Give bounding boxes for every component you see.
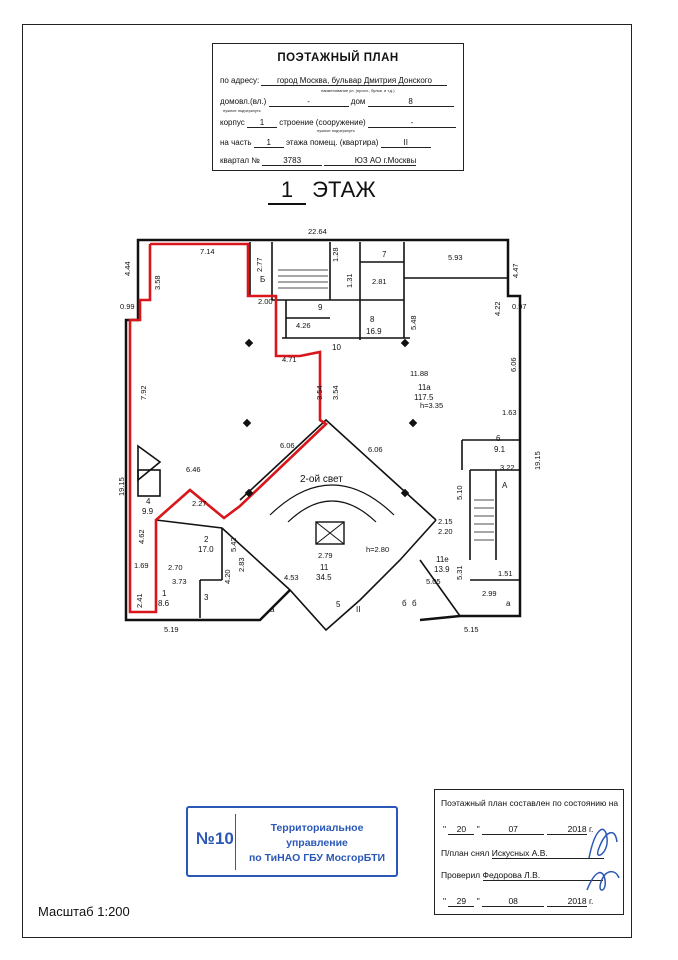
address-row: по адресу: город Москва, бульвар Дмитрия Донского (220, 76, 447, 86)
dim-label: 5.93 (448, 253, 463, 262)
room-10-label: 10 (332, 343, 341, 352)
dim-label: 3.54 (315, 385, 324, 400)
kvartal-value: 3783 (262, 156, 322, 166)
dom-value: 8 (368, 97, 454, 107)
dim-label: 1.31 (345, 273, 354, 288)
room-9-label: 9 (318, 303, 323, 312)
room-b-label: Б (260, 275, 266, 284)
dim-label: 3.22 (500, 463, 515, 472)
stroenie-hint: нужное подчеркнуть (317, 128, 355, 133)
mark-a: а (506, 599, 511, 608)
room-2-label: 2 (204, 535, 209, 544)
dim-label: h=2.80 (366, 545, 390, 554)
dim-label: 4.26 (296, 321, 311, 330)
dim-label: 3.58 (153, 275, 162, 290)
info-title: Поэтажный план составлен по состоянию на (441, 798, 619, 808)
stamp-divider (235, 814, 236, 870)
etazh-value: II (381, 138, 431, 148)
dim-label: 2.00 (258, 297, 273, 306)
dim-label: 5.19 (164, 625, 179, 634)
dim-label: 19.15 (533, 451, 542, 470)
checked-row: Проверил Федорова Л.В. (441, 870, 603, 881)
dim-label: h=3.35 (420, 401, 444, 410)
dim-label: 7.92 (139, 385, 148, 400)
room-5-label: 5 (336, 600, 341, 609)
dim-label: 6.46 (186, 465, 201, 474)
dim-label: 4.20 (223, 569, 232, 584)
floor-number: 1 (268, 177, 306, 205)
signature-icon (585, 818, 621, 896)
room-11e-area: 13.9 (434, 565, 450, 574)
dim-label: 2.83 (237, 557, 246, 572)
dim-label: 2.41 (135, 593, 144, 608)
dim-label: 2.79 (318, 551, 333, 560)
plan-title: ПОЭТАЖНЫЙ ПЛАН (277, 52, 399, 64)
dim-label: 0.99 (120, 302, 135, 311)
date2-row: " 29 " 08 2018 г. (443, 896, 594, 906)
part-value: 1 (254, 138, 284, 148)
dim-label: 6.06 (280, 441, 295, 450)
room-4-area: 9.9 (142, 507, 154, 516)
room-11a-area: 117.5 (414, 393, 434, 402)
dim-label: 6.06 (509, 357, 518, 372)
scale-label: Масштаб 1:200 (38, 904, 130, 919)
korpus-row: корпус 1 строение (сооружение) - (220, 118, 456, 128)
dim-label: 2.70 (168, 563, 183, 572)
korpus-value: 1 (247, 118, 277, 128)
dim-label: 3.54 (331, 385, 340, 400)
dim-label: 2.99 (482, 589, 497, 598)
mark-a: а (270, 605, 275, 614)
dim-label: 1.69 (134, 561, 149, 570)
room-1-area: 8.6 (158, 599, 170, 608)
part-row: на часть 1 этажа помещ. (квартира) II (220, 138, 431, 148)
dim-label: 4.53 (284, 573, 299, 582)
dim-label: 4.22 (493, 301, 502, 316)
room-11e-label: 11е (436, 555, 449, 564)
dim-label: 5.05 (426, 577, 441, 586)
dim-label: 11.88 (410, 369, 429, 378)
dim-label: 5.48 (409, 315, 418, 330)
dim-label: 1.63 (502, 408, 517, 417)
room-a-label: А (502, 481, 508, 490)
dim-label: 2.77 (255, 257, 264, 272)
taken-row: П/план снял Искусных А.В. (441, 848, 604, 859)
room-3-label: 3 (204, 593, 209, 602)
dim-label: 5.31 (455, 565, 464, 580)
dim-label: 3.73 (172, 577, 187, 586)
room-7-label: 7 (382, 250, 387, 259)
dim-label: 2.15 (438, 517, 453, 526)
room-6-label: 6 (496, 434, 501, 443)
dim-label: 1.28 (331, 247, 340, 262)
room-8-area: 16.9 (366, 327, 382, 336)
address-value: город Москва, бульвар Дмитрия Донского (261, 76, 447, 86)
dim-label: 4.47 (511, 263, 520, 278)
room-11-label: 11 (320, 563, 329, 572)
dim-label: 2.81 (372, 277, 387, 286)
mark-ii: II (356, 605, 361, 614)
dim-label: 5.10 (455, 485, 464, 500)
dim-label: 0.97 (512, 302, 527, 311)
district-value: ЮЗ АО г.Москвы (324, 156, 416, 166)
room-2-area: 17.0 (198, 545, 214, 554)
room-11-area: 34.5 (316, 573, 332, 582)
room-11a-label: 11а (418, 383, 431, 392)
dim-label: 19.15 (117, 477, 126, 496)
second-light-label: 2-ой свет (300, 474, 343, 485)
mark-b: б (412, 599, 417, 608)
floor-label: ЭТАЖ (312, 177, 376, 202)
room-6-area: 9.1 (494, 445, 506, 454)
address-hint: наименование ул. (просп., бульв. и т.д.) (321, 88, 395, 93)
dim-label: 6.06 (368, 445, 383, 454)
dim-label: 2.20 (438, 527, 453, 536)
bti-stamp (186, 806, 398, 877)
dim-label: 5.15 (464, 625, 479, 634)
room-4-label: 4 (146, 497, 151, 506)
domovl-value: - (269, 97, 349, 107)
dim-label: 5.42 (229, 537, 238, 552)
domovl-hint: нужное подчеркнуть (223, 108, 261, 113)
stamp-number: №10 (196, 829, 234, 848)
info-box (434, 789, 624, 915)
room-1-label: 1 (162, 589, 167, 598)
dim-label: 1.51 (498, 569, 513, 578)
mark-b: б (402, 599, 407, 608)
dim-label: 4.44 (123, 261, 132, 276)
dim-label: 2.27 (192, 499, 207, 508)
domovl-row: домовл.(вл.) - дом 8 (220, 97, 454, 107)
room-8-label: 8 (370, 315, 375, 324)
dim-label: 7.14 (200, 247, 215, 256)
kvartal-row: квартал № 3783 ЮЗ АО г.Москвы (220, 156, 417, 165)
stroenie-value: - (368, 118, 456, 128)
dim-label: 22.64 (308, 227, 327, 236)
date1-row: " 20 " 07 2018 г. (443, 824, 594, 834)
stamp-text: Территориальное управление по ТиНАО ГБУ МосгорБТИ (248, 822, 386, 864)
dim-label: 4.62 (137, 529, 146, 544)
dim-label: 4.71 (282, 355, 297, 364)
